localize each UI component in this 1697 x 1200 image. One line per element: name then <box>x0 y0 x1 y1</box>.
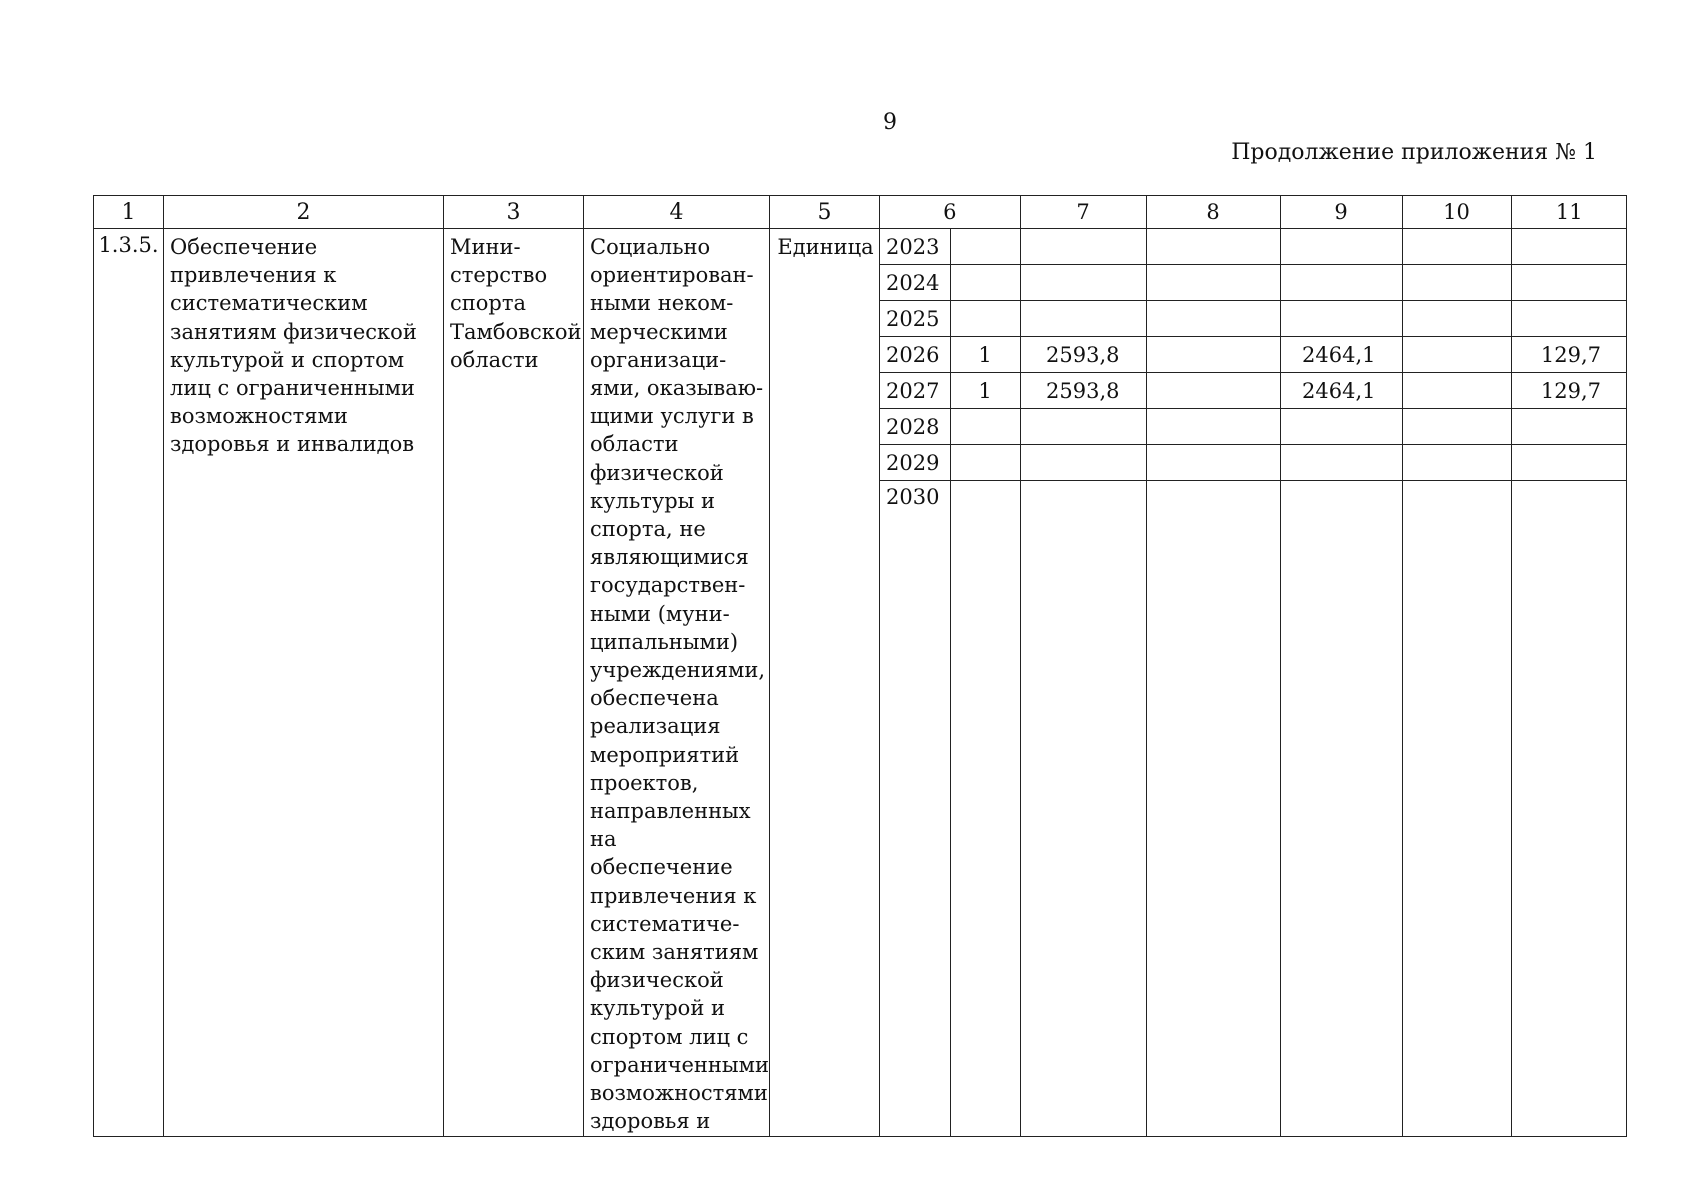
col11-cell: 129,7 <box>1511 373 1627 409</box>
year-cell: 2024 <box>880 265 950 301</box>
unit-of-measure: Единица <box>770 229 880 1137</box>
year-cell: 2030 <box>880 481 950 1136</box>
col7-cell <box>1020 445 1146 481</box>
col7-cell <box>1020 301 1146 337</box>
header-col-8: 8 <box>1146 196 1280 228</box>
year-row <box>880 229 1627 265</box>
col9-cell <box>1280 265 1402 301</box>
header-col-7: 7 <box>1020 196 1146 228</box>
col8-cell <box>1146 445 1280 481</box>
appendix-label: Продолжение приложения № 1 <box>1231 140 1597 165</box>
data-table <box>93 195 1627 1137</box>
year-row <box>880 373 1627 409</box>
count-cell <box>950 481 1020 1136</box>
header-col-9: 9 <box>1280 196 1402 228</box>
col11-cell <box>1511 265 1627 301</box>
col10-cell <box>1402 481 1511 1136</box>
col8-cell <box>1146 265 1280 301</box>
col7-cell <box>1020 229 1146 265</box>
year-cell: 2026 <box>880 337 950 373</box>
header-group-6-11 <box>880 196 1627 229</box>
col11-cell <box>1511 409 1627 445</box>
col9-cell <box>1280 229 1402 265</box>
year-row <box>880 265 1627 301</box>
col8-cell <box>1146 481 1280 1136</box>
col8-cell <box>1146 337 1280 373</box>
header-col-1: 1 <box>94 196 164 229</box>
year-row <box>880 481 1627 1136</box>
header-col-3: 3 <box>444 196 584 229</box>
row-number: 1.3.5. <box>94 229 164 1137</box>
col10-cell <box>1402 229 1511 265</box>
year-row <box>880 337 1627 373</box>
col11-cell <box>1511 301 1627 337</box>
executor-name: Мини- стерство спорта Тамбовской области <box>444 229 584 1137</box>
header-col-4: 4 <box>584 196 770 229</box>
col10-cell <box>1402 265 1511 301</box>
col7-cell: 2593,8 <box>1020 373 1146 409</box>
page-number: 9 <box>883 110 897 135</box>
col7-cell <box>1020 265 1146 301</box>
header-col-5: 5 <box>770 196 880 229</box>
header-col-2: 2 <box>164 196 444 229</box>
col11-cell <box>1511 481 1627 1136</box>
col10-cell <box>1402 445 1511 481</box>
count-cell: 1 <box>950 373 1020 409</box>
col8-cell <box>1146 301 1280 337</box>
header-row <box>94 196 1627 229</box>
header-subtable <box>880 196 1627 228</box>
year-cell: 2027 <box>880 373 950 409</box>
yearly-values <box>880 229 1627 1137</box>
year-cell: 2029 <box>880 445 950 481</box>
header-col-6: 6 <box>880 196 1020 228</box>
measure-name: Обеспечение привлечения к систематическим занятиям физической культурой и спортом лиц с ограниченными возможностями здоровья и инвалидов <box>164 229 444 1137</box>
year-cell: 2023 <box>880 229 950 265</box>
col7-cell: 2593,8 <box>1020 337 1146 373</box>
col11-cell <box>1511 229 1627 265</box>
col8-cell <box>1146 373 1280 409</box>
col11-cell <box>1511 445 1627 481</box>
col8-cell <box>1146 229 1280 265</box>
col9-cell <box>1280 481 1402 1136</box>
col8-cell <box>1146 409 1280 445</box>
col11-cell: 129,7 <box>1511 337 1627 373</box>
col10-cell <box>1402 409 1511 445</box>
col9-cell: 2464,1 <box>1280 373 1402 409</box>
col10-cell <box>1402 301 1511 337</box>
year-cell: 2028 <box>880 409 950 445</box>
col9-cell <box>1280 445 1402 481</box>
col10-cell <box>1402 337 1511 373</box>
col7-cell <box>1020 481 1146 1136</box>
count-cell <box>950 301 1020 337</box>
year-cell: 2025 <box>880 301 950 337</box>
header-col-11: 11 <box>1511 196 1627 228</box>
col10-cell <box>1402 373 1511 409</box>
count-cell <box>950 229 1020 265</box>
count-cell <box>950 445 1020 481</box>
years-subtable <box>880 229 1627 1136</box>
year-row <box>880 445 1627 481</box>
col9-cell <box>1280 409 1402 445</box>
count-cell <box>950 265 1020 301</box>
table-row <box>94 229 1627 1137</box>
header-col-10: 10 <box>1402 196 1511 228</box>
col9-cell <box>1280 301 1402 337</box>
col7-cell <box>1020 409 1146 445</box>
count-cell <box>950 409 1020 445</box>
year-row <box>880 301 1627 337</box>
count-cell: 1 <box>950 337 1020 373</box>
year-row <box>880 409 1627 445</box>
col9-cell: 2464,1 <box>1280 337 1402 373</box>
indicator-text: Социально ориентирован- ными неком- мерческими организаци- ями, оказываю- щими услуги в области физической культуры и спорта, не являющимися государствен- ными (муни- ципальными) учреждениями, обеспечена реализация мероприятий проектов, направленных на обеспечение привлечения к систематиче- ским занятиям физической культурой и спортом лиц с ограниченными возможностями здоровья и <box>584 229 770 1137</box>
